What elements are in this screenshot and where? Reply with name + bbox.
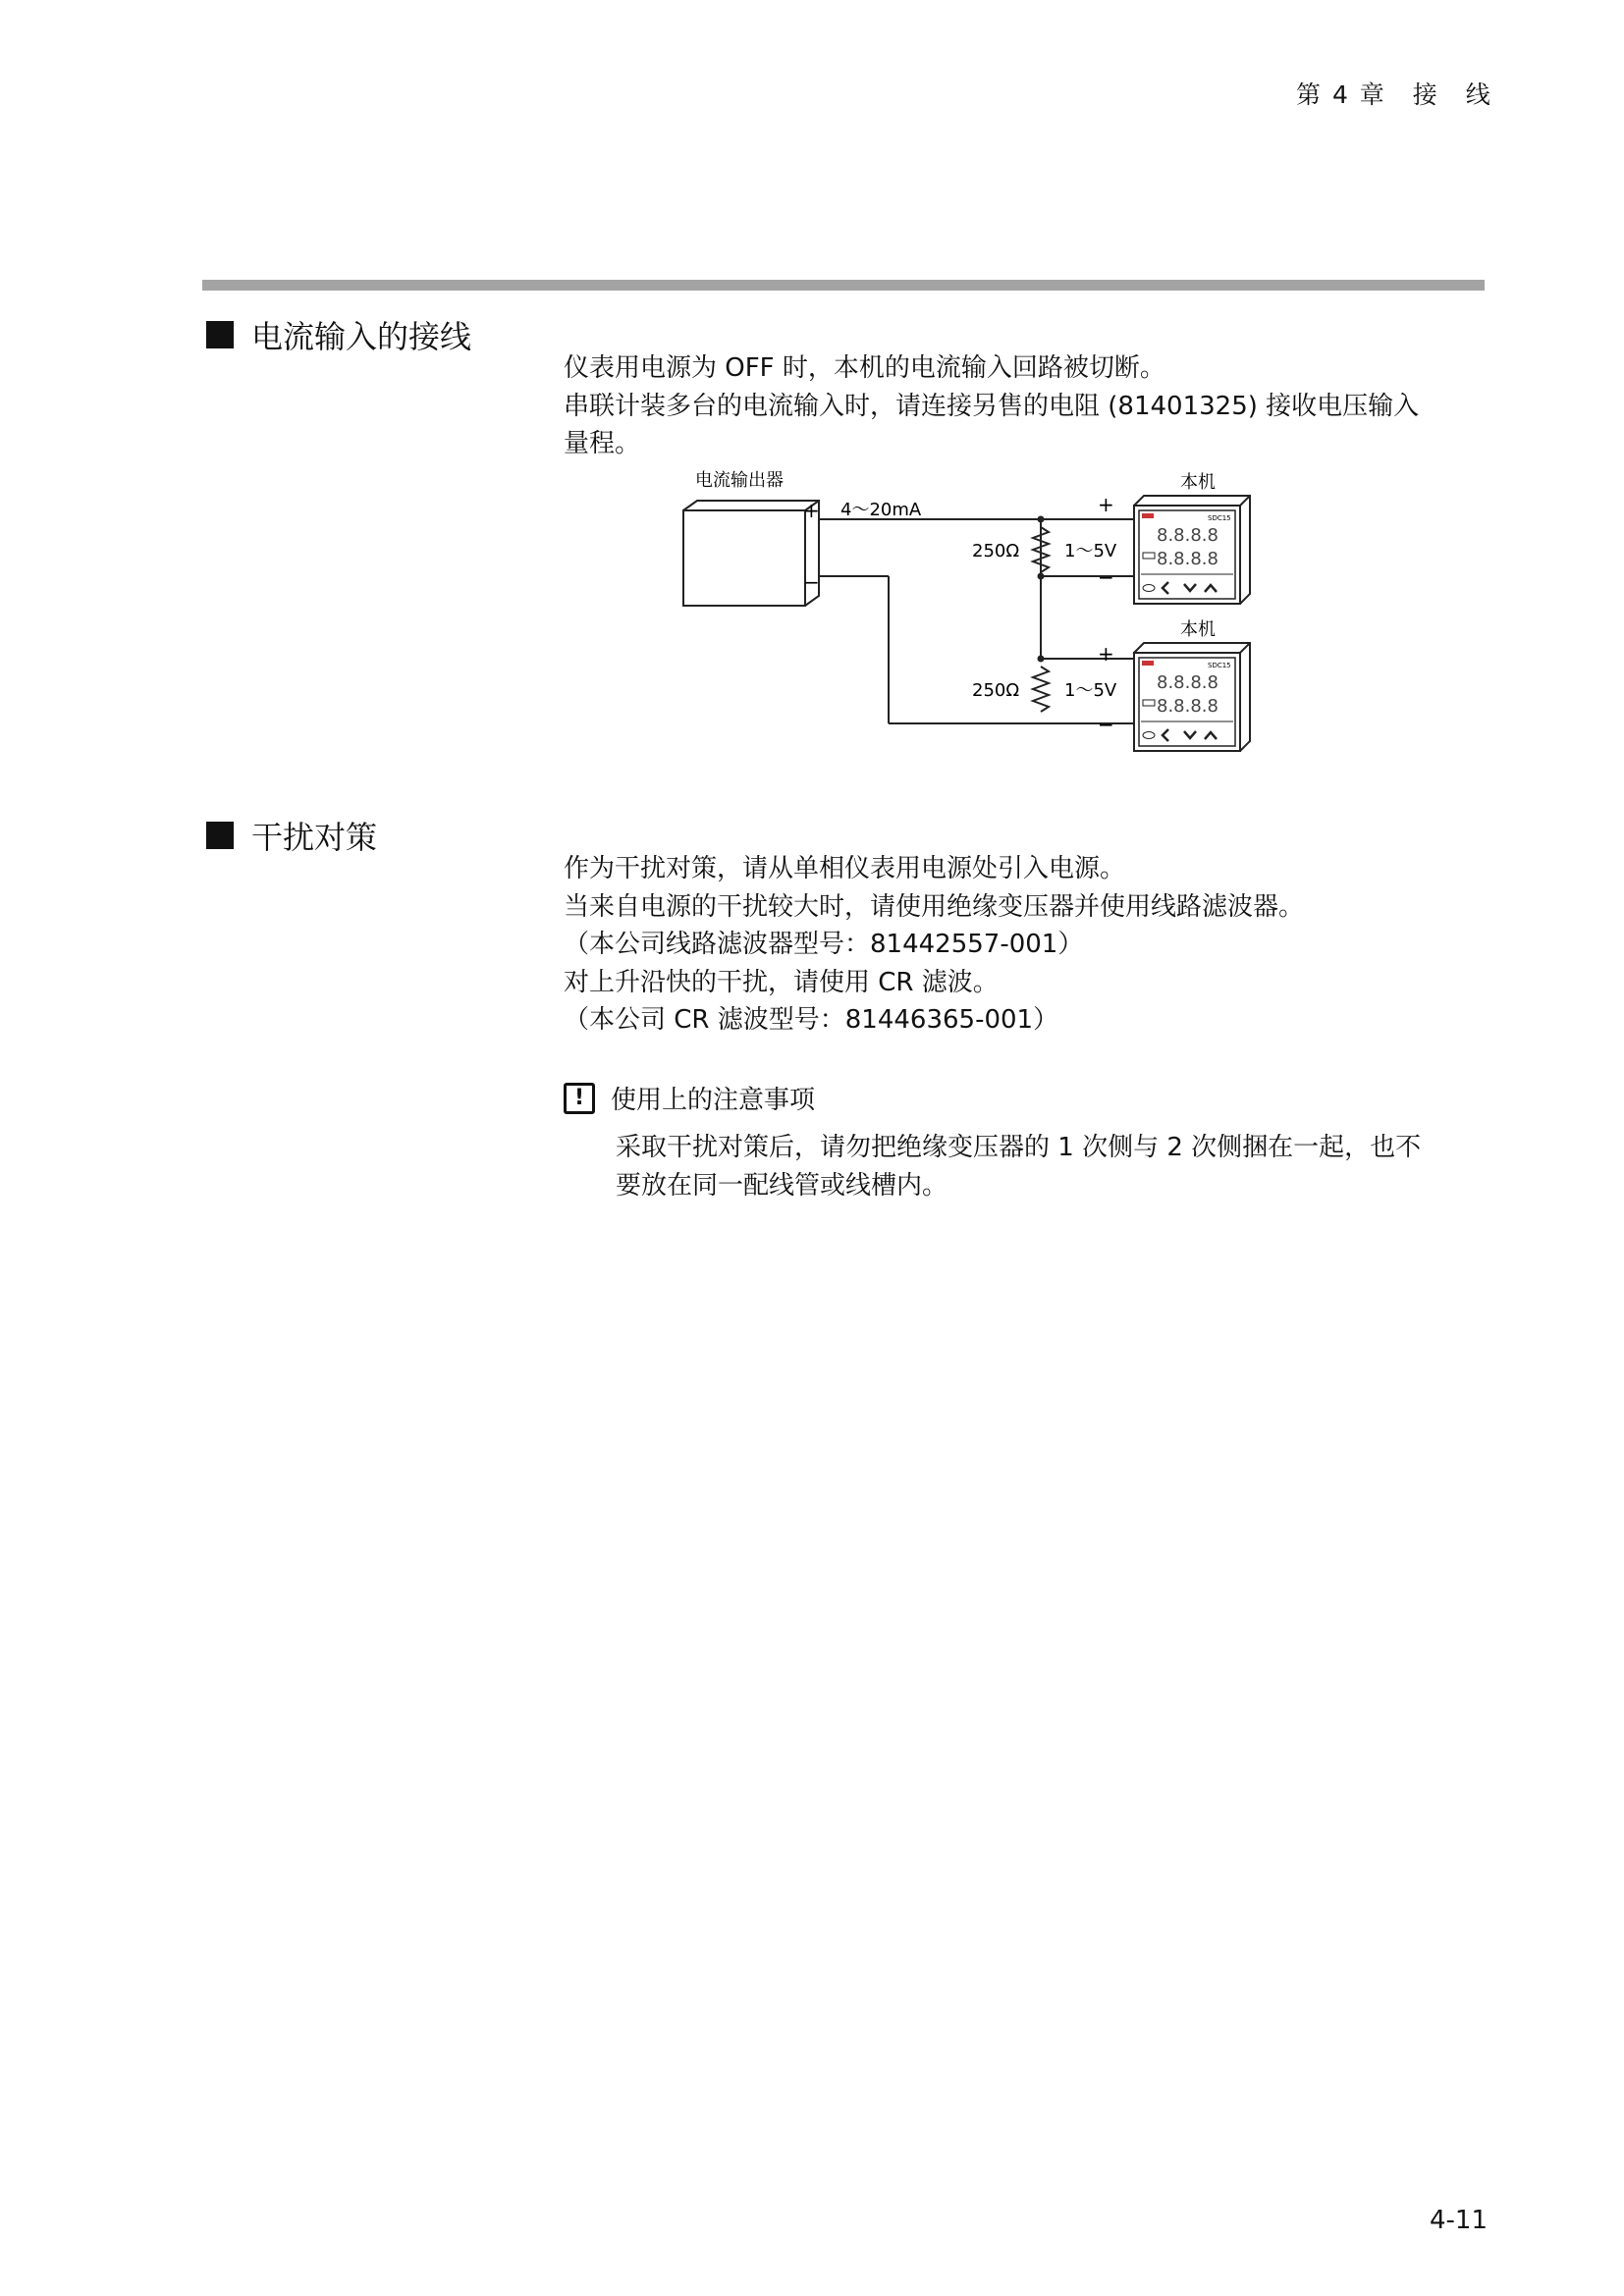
caution-line: 采取干扰对策后，请勿把绝缘变压器的 1 次侧与 2 次侧捆在一起，也不	[616, 1133, 1422, 1162]
section-body	[564, 349, 1419, 463]
unit-1-label: 本机	[1180, 472, 1216, 493]
pv-display: 8.8.8.8	[1157, 525, 1218, 546]
pv-display: 8.8.8.8	[1157, 672, 1218, 693]
square-bullet-icon	[206, 321, 234, 348]
section-body	[564, 850, 1304, 1040]
section-rule	[202, 280, 1485, 291]
resistor-2-value: 250Ω	[972, 680, 1020, 701]
body-line: 量程。	[564, 429, 641, 458]
caution-icon: !	[564, 1083, 595, 1114]
source-label: 电流输出器	[695, 470, 784, 491]
caution-heading	[564, 1080, 815, 1116]
controller-2-icon	[1134, 643, 1250, 751]
unit-2-plus: +	[1098, 642, 1114, 666]
current-range-label: 4～20mA	[840, 500, 922, 520]
controller-1-icon	[1134, 496, 1250, 604]
body-line: 仪表用电源为 OFF 时，本机的电流输入回路被切断。	[564, 353, 1165, 383]
source-minus: −	[803, 570, 820, 594]
unit-2-label: 本机	[1180, 619, 1216, 640]
body-line: （本公司 CR 滤波型号：81446365-001）	[564, 1005, 1059, 1035]
section-heading-current-input	[206, 312, 471, 357]
source-plus: +	[803, 499, 820, 522]
sv-display: 8.8.8.8	[1157, 696, 1218, 717]
body-line: （本公司线路滤波器型号：81442557-001）	[564, 930, 1084, 959]
body-line: 对上升沿快的干扰，请使用 CR 滤波。	[564, 967, 999, 997]
controller-model: SDC15	[1208, 514, 1231, 522]
resistor-2-icon	[1033, 667, 1049, 712]
body-line: 当来自电源的干扰较大时，请使用绝缘变压器并使用线路滤波器。	[564, 891, 1305, 922]
caution-line: 要放在同一配线管或线槽内。	[616, 1170, 948, 1201]
unit-1-plus: +	[1098, 493, 1114, 516]
voltage-1-label: 1～5V	[1064, 541, 1117, 561]
body-line: 串联计装多台的电流输入时，请连接另售的电阻 (81401325) 接收电压输入	[564, 391, 1420, 421]
running-header: 第 4 章 接 线	[1296, 80, 1492, 109]
page-number: 4-11	[1430, 2206, 1489, 2235]
section-title: 干扰对策	[251, 819, 378, 856]
wiring-diagram	[677, 466, 1267, 771]
section-title: 电流输入的接线	[251, 318, 472, 355]
section-heading-noise	[206, 813, 377, 858]
controller-model: SDC15	[1208, 662, 1231, 669]
sv-display: 8.8.8.8	[1157, 549, 1218, 569]
unit-1-minus: −	[1098, 565, 1114, 589]
body-line: 作为干扰对策，请从单相仪表用电源处引入电源。	[564, 854, 1126, 883]
caution-title: 使用上的注意事项	[611, 1086, 816, 1115]
square-bullet-icon	[206, 822, 234, 849]
current-source-box	[683, 501, 819, 606]
voltage-2-label: 1～5V	[1064, 680, 1117, 701]
resistor-1-value: 250Ω	[972, 541, 1020, 561]
caution-body	[616, 1129, 1421, 1204]
unit-2-minus: −	[1098, 713, 1114, 736]
